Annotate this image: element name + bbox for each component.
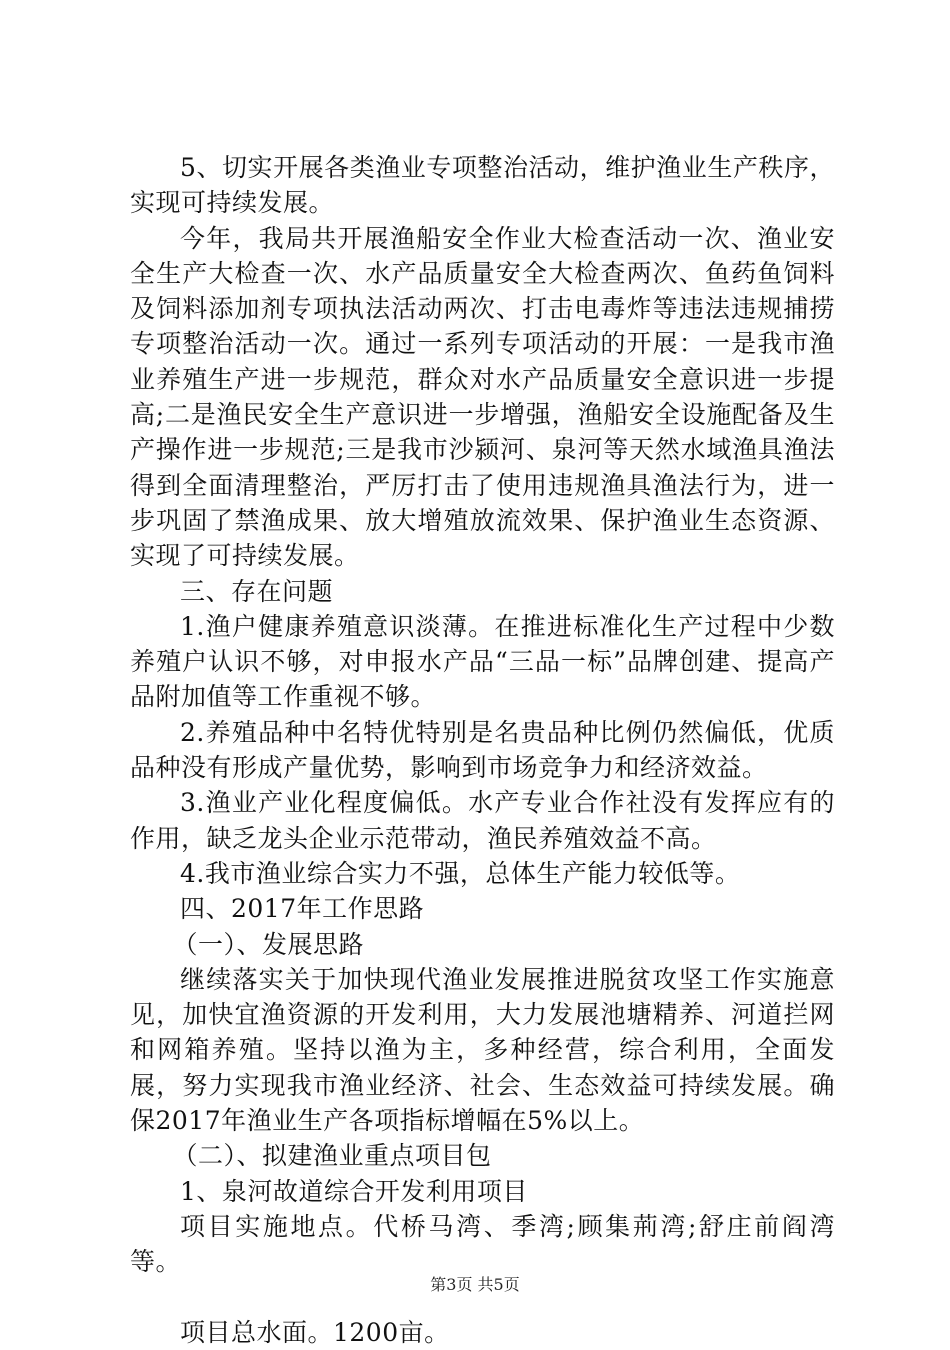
page-footer: 第3页 共5页 [430,1275,520,1294]
document-body [130,150,835,1350]
problem-item-3: 3.渔业产业化程度偏低。水产专业合作社没有发挥应有的作用，缺乏龙头企业示范带动，渔民养殖效益不高。 [130,788,835,853]
problem-item-2: 2.养殖品种中名特优特别是名贵品种比例仍然偏低，优质品种没有形成产量优势，影响到市场竞争力和经济效益。 [130,717,835,783]
subheading-development-ideas: （一）、发展思路 [172,929,365,959]
project-water-area: 项目总水面。1200亩。 [180,1317,450,1347]
paragraph-this-year-activities: 今年，我局共开展渔船安全作业大检查活动一次、渔业安全生产大检查一次、水产品质量安全大检查两次、鱼药鱼饲料及饲料添加剂专项执法活动两次、打击电毒炸等违法违规捕捞专项整治活动一次。通过一系列专项活动的开展：一是我市渔业养殖生产进一步规范，群众对水产品质量安全意识进一步提高;二是渔民安全生产意识进一步增强，渔船安全设施配备及生产操作进一步规范;三是我市沙颍河、泉河等天然水域渔具渔法得到全面清理整治，严厉打击了使用违规渔具渔法行为，进一步巩固了禁渔成果、放大增殖放流效果、保护渔业生态资源、实现了可持续发展。 [130,223,835,571]
problem-item-4: 4.我市渔业综合实力不强，总体生产能力较低等。 [180,858,741,888]
project-item-1-title: 1、泉河故道综合开发利用项目 [180,1176,528,1206]
section-heading-2017-plan: 四、2017年工作思路 [180,894,425,924]
subheading-key-projects: （二）、拟建渔业重点项目包 [172,1141,492,1171]
project-location: 项目实施地点。代桥马湾、季湾;顾集荊湾;舒庄前阎湾等。 [130,1211,835,1277]
paragraph-item-5: 5、切实开展各类渔业专项整治活动，维护渔业生产秩序，实现可持续发展。 [130,153,835,218]
section-heading-problems: 三、存在问题 [180,576,334,606]
problem-item-1: 1.渔户健康养殖意识淡薄。在推进标准化生产过程中少数养殖户认识不够，对申报水产品“三品一标”品牌创建、提高产品附加值等工作重视不够。 [130,611,835,712]
paragraph-development-ideas: 继续落实关于加快现代渔业发展推进脱贫攻坚工作实施意见，加快宜渔资源的开发利用，大力发展池塘精养、河道拦网和网箱养殖。坚持以渔为主，多种经营，综合利用，全面发展，努力实现我市渔业经济、社会、生态效益可持续发展。确保2017年渔业生产各项指标增幅在5%以上。 [130,964,835,1136]
